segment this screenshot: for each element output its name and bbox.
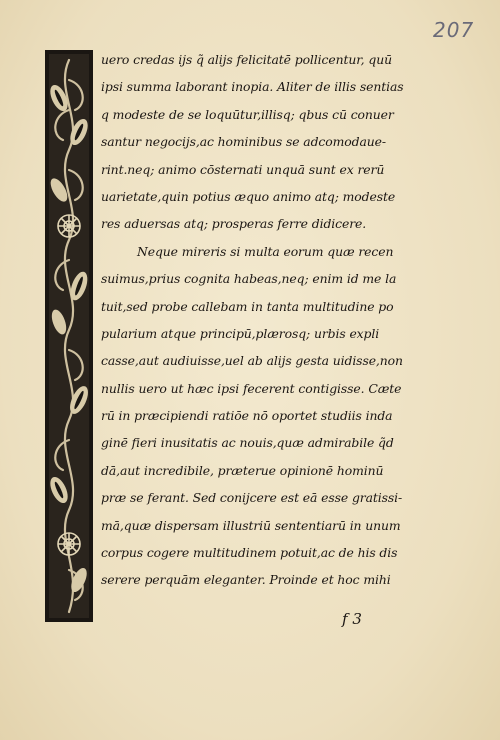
- woodcut-border: [45, 50, 93, 622]
- text-line: præ se ferant. Sed conijcere est eā esse gratissi-: [101, 490, 403, 506]
- text-line: Neque mireris si multa eorum quæ recen: [137, 243, 394, 259]
- text-block: [101, 46, 431, 594]
- text-line: dā,aut incredibile, præterue opinionē hominū: [101, 462, 384, 478]
- text-line: nullis uero ut hæc ipsi fecerent contigisse. Cæte: [101, 380, 402, 396]
- folio-number: 207: [433, 18, 475, 42]
- signature-mark: f 3: [342, 610, 362, 628]
- text-line: res aduersas atq; prosperas ferre didicere.: [101, 216, 367, 232]
- text-line: uero credas ijs q̃ alijs felicitatē pollicentur, quū: [101, 52, 392, 67]
- text-line: serere perquām eleganter. Proinde et hoc mihi: [101, 572, 391, 588]
- text-line: rint.neq; animo cōsternati unquā sunt ex rerū: [101, 161, 385, 177]
- text-line: tuit,sed probe callebam in tanta multitudine po: [101, 298, 394, 314]
- text-line: ipsi summa laborant inopia. Aliter de illis sentias: [101, 79, 404, 95]
- text-line: pularium atque principū,plærosq; urbis expli: [101, 325, 380, 341]
- text-line: casse,aut audiuisse,uel ab alijs gesta uidisse,non: [101, 353, 403, 369]
- text-line: rū in præcipiendi ratiōe nō oportet studiis inda: [101, 408, 393, 424]
- text-line: corpus cogere multitudinem potuit,ac de his dis: [101, 545, 398, 561]
- text-line: ginē fieri inusitatis ac nouis,quæ admirabile q̃d: [101, 435, 394, 451]
- text-line: suimus,prius cognita habeas,neq; enim id me la: [101, 271, 397, 287]
- text-line: santur negocijs,ac hominibus se adcomodaue-: [101, 134, 386, 150]
- text-line: q modeste de se loquūtur,illisq; qbus cū conuer: [101, 106, 394, 122]
- text-line: uarietate,quin potius æquo animo atq; modeste: [101, 188, 396, 204]
- text-line: mā,quæ dispersam illustriū sententiarū in unum: [101, 517, 401, 533]
